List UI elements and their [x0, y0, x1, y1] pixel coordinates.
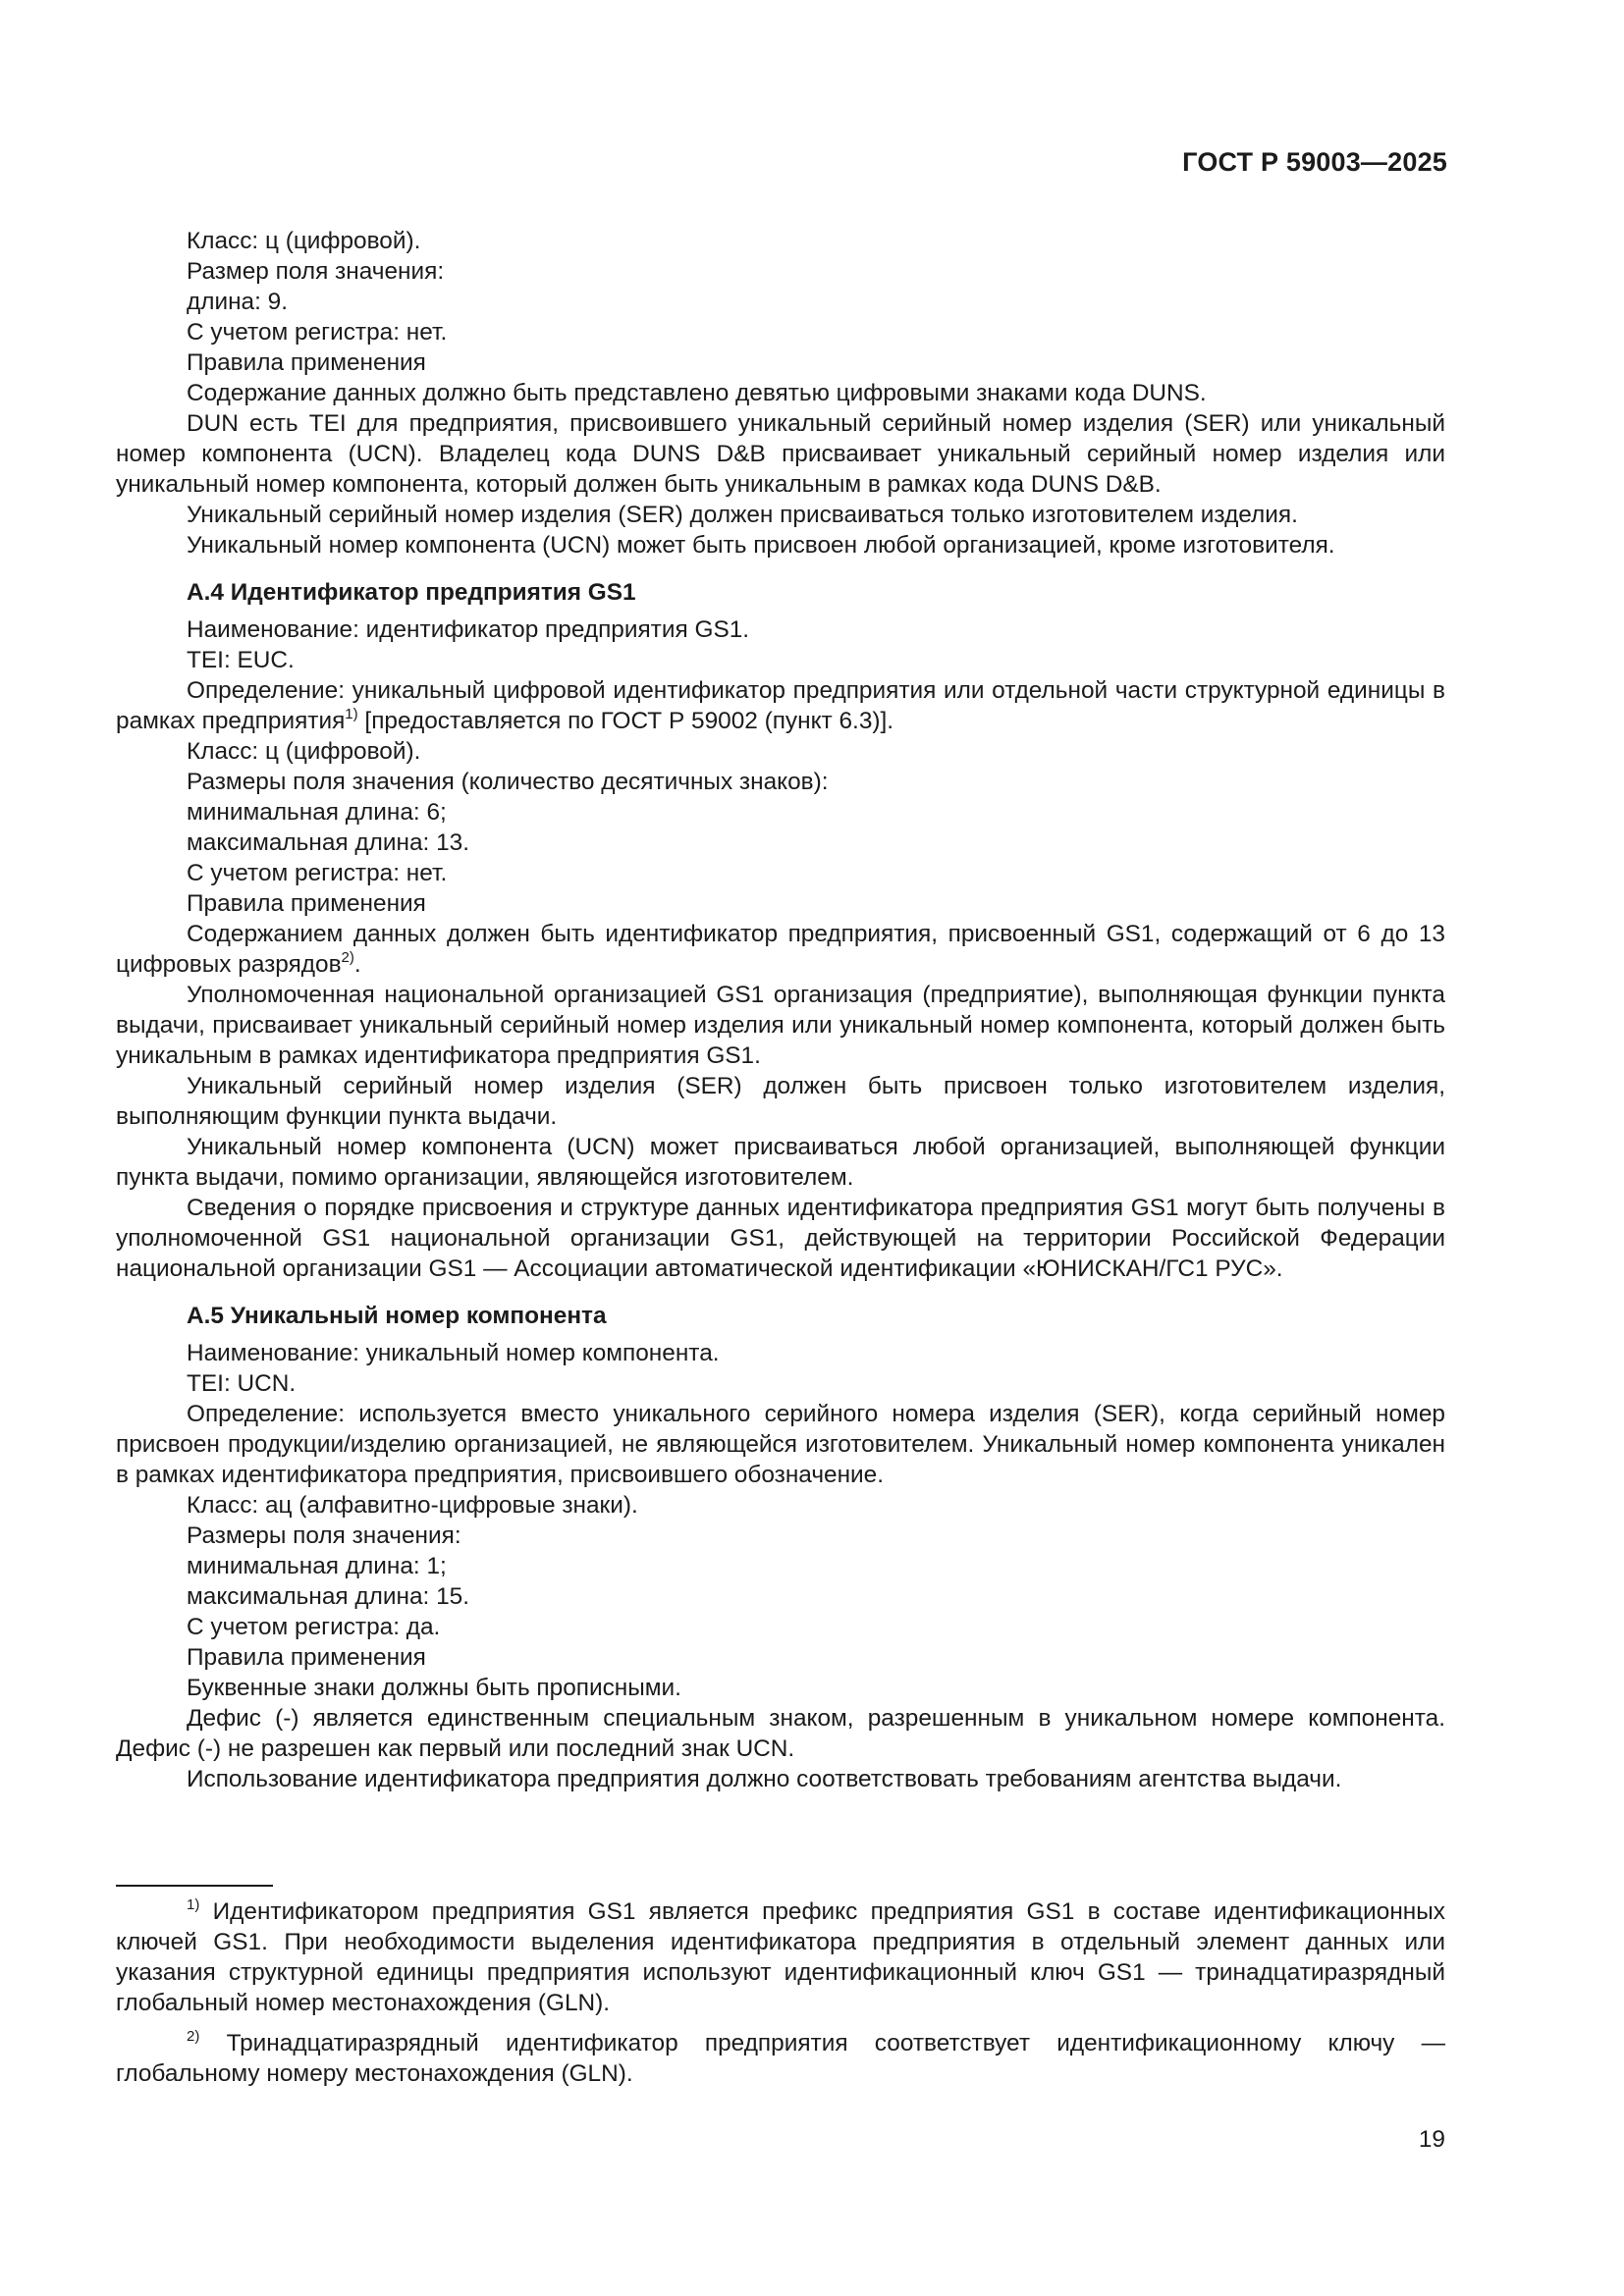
paragraph: Класс: ац (алфавитно-цифровые знаки). — [187, 1492, 638, 1519]
paragraph: минимальная длина: 1; — [187, 1553, 447, 1579]
paragraph: Наименование: уникальный номер компонента. — [187, 1340, 720, 1366]
section-heading-a4: А.4 Идентификатор предприятия GS1 — [187, 579, 636, 606]
text-run: Определение: уникальный цифровой идентификатор предприятия или отдельной части структурной единицы в рамках предприятия — [116, 677, 1445, 734]
text-run: [предоставляется по ГОСТ Р 59002 (пункт 6.3)]. — [357, 708, 894, 734]
paragraph-definition — [116, 675, 1445, 736]
section-heading-a5: А.5 Уникальный номер компонента — [187, 1303, 607, 1329]
paragraph: С учетом регистра: нет. — [187, 319, 448, 346]
paragraph: TEI: EUC. — [187, 647, 295, 673]
paragraph: Буквенные знаки должны быть прописными. — [187, 1675, 681, 1701]
paragraph: Класс: ц (цифровой). — [187, 738, 421, 765]
footnote-1 — [116, 1896, 1445, 2018]
paragraph: С учетом регистра: да. — [187, 1614, 441, 1640]
paragraph: Уникальный номер компонента (UCN) может присваиваться любой организацией, выполняющей функции пункта выдачи, помимо организации, являющейся изготовителем. — [116, 1134, 1445, 1191]
paragraph: Правила применения — [187, 1644, 426, 1671]
paragraph: Размеры поля значения: — [187, 1522, 461, 1549]
footnote-text: Тринадцатиразрядный идентификатор предприятия соответствует идентификационному ключу — глобальному номеру местонахождения (GLN). — [116, 2030, 1445, 2087]
text-run: Содержанием данных должен быть идентификатор предприятия, присвоенный GS1, содержащий от 6 до 13 цифровых разрядов — [116, 921, 1445, 978]
standard-designation: ГОСТ Р 59003—2025 — [1182, 147, 1447, 177]
paragraph: С учетом регистра: нет. — [187, 860, 448, 886]
text-run: . — [353, 951, 361, 978]
paragraph: Правила применения — [187, 349, 426, 376]
paragraph: Содержание данных должно быть представлено девятью цифровыми знаками кода DUNS. — [187, 380, 1207, 406]
paragraph: минимальная длина: 6; — [187, 799, 447, 826]
footnote-marker: 2) — [187, 2028, 200, 2045]
paragraph: DUN есть TEI для предприятия, присвоившего уникальный серийный номер изделия (SER) или уникальный номер компонента (UCN). Владелец кода DUNS D&B присваивает уникальный серийный номер изделия или уникальный номер компонента, который должен быть уникальным в рамках кода DUNS D&B. — [116, 410, 1445, 498]
footnotes — [116, 1896, 1445, 2099]
body-text — [116, 226, 1445, 1794]
paragraph: длина: 9. — [187, 289, 289, 315]
footnote-ref-2: 2) — [341, 949, 354, 966]
paragraph: Размер поля значения: — [187, 258, 445, 285]
footnote-2 — [116, 2028, 1445, 2089]
paragraph: Уникальный серийный номер изделия (SER) должен быть присвоен только изготовителем изделия, выполняющим функции пункта выдачи. — [116, 1073, 1445, 1130]
paragraph: TEI: UCN. — [187, 1370, 297, 1397]
paragraph: Уполномоченная национальной организацией GS1 организация (предприятие), выполняющая функции пункта выдачи, присваивает уникальный серийный номер изделия или уникальный номер компонента, который должен быть уникальным в рамках идентификатора предприятия GS1. — [116, 982, 1445, 1069]
paragraph-content — [116, 919, 1445, 980]
paragraph: Уникальный номер компонента (UCN) может быть присвоен любой организацией, кроме изготовителя. — [187, 532, 1335, 559]
footnote-separator — [116, 1885, 273, 1887]
paragraph: Сведения о порядке присвоения и структуре данных идентификатора предприятия GS1 могут быть получены в уполномоченной GS1 национальной организации GS1, действующей на территории Российской Федерации национальной организации GS1 — Ассоциации автоматической идентификации «ЮНИСКАН/ГС1 РУС». — [116, 1195, 1445, 1282]
footnote-text: Идентификатором предприятия GS1 является префикс предприятия GS1 в составе идентификационных ключей GS1. При необходимости выделения идентификатора предприятия в отдельный элемент данных или указания структурной единицы предприятия используют идентификационный ключ GS1 — тринадцатиразрядный глобальный номер местонахождения (GLN). — [116, 1898, 1445, 2016]
paragraph: Класс: ц (цифровой). — [187, 228, 421, 254]
paragraph: Дефис (-) является единственным специальным знаком, разрешенным в уникальном номере компонента. Дефис (-) не разрешен как первый или последний знак UCN. — [116, 1705, 1445, 1762]
page-number: 19 — [1418, 2126, 1445, 2153]
paragraph: Наименование: идентификатор предприятия GS1. — [187, 616, 750, 643]
paragraph: максимальная длина: 13. — [187, 829, 469, 856]
footnote-ref-1: 1) — [345, 706, 358, 722]
footnote-marker: 1) — [187, 1896, 200, 1913]
paragraph: Уникальный серийный номер изделия (SER) должен присваиваться только изготовителем изделия. — [187, 502, 1298, 528]
paragraph: Правила применения — [187, 890, 426, 917]
paragraph: Размеры поля значения (количество десятичных знаков): — [187, 769, 829, 795]
paragraph: Определение: используется вместо уникального серийного номера изделия (SER), когда серийный номер присвоен продукции/изделию организацией, не являющейся изготовителем. Уникальный номер компонента уникален в рамках идентификатора предприятия, присвоившего обозначение. — [116, 1401, 1445, 1488]
paragraph: Использование идентификатора предприятия должно соответствовать требованиям агентства выдачи. — [187, 1766, 1342, 1792]
paragraph: максимальная длина: 15. — [187, 1583, 469, 1610]
